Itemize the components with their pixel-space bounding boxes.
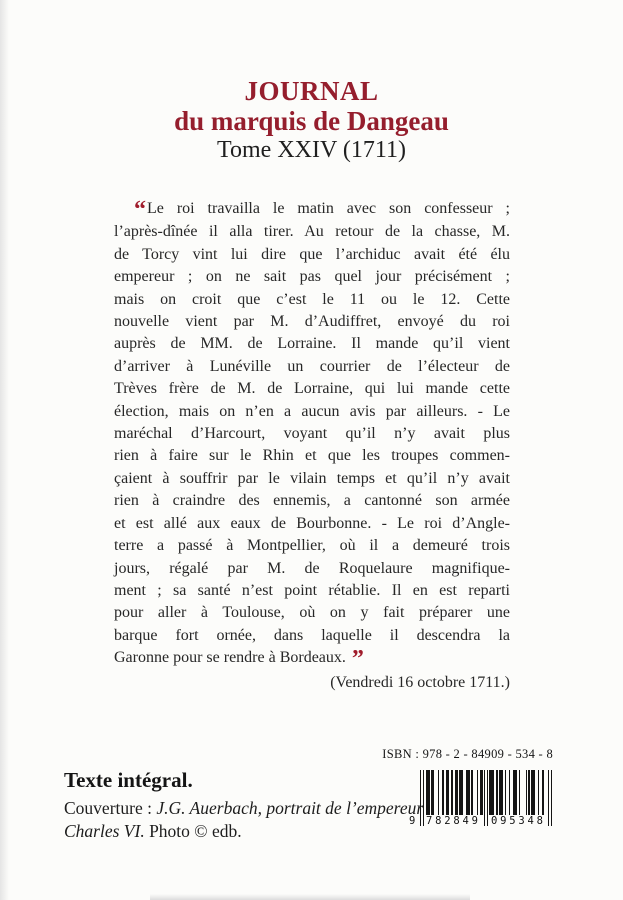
quote-line: élection, mais on n’en a aucun avis par ailleurs. - Le	[114, 402, 510, 420]
isbn-text: ISBN : 978 - 2 - 84909 - 534 - 8	[382, 747, 553, 761]
barcode-bar	[548, 770, 549, 826]
quote-line	[114, 646, 510, 673]
barcode-digit-first: 9	[409, 815, 416, 827]
quote-line: çaient à souffrir par le vilain temps et qu’il n’y avait	[114, 469, 510, 487]
close-quote-mark: ”	[351, 646, 362, 673]
quote-line: empereur ; on ne sait pas quel jour précisément ;	[114, 268, 510, 286]
barcode-digits-left: 782849	[426, 815, 481, 827]
barcode-bar	[509, 770, 510, 815]
barcode-bar	[526, 770, 527, 815]
cover-credit-line2	[64, 821, 242, 842]
texte-integral-label: Texte intégral.	[64, 768, 193, 792]
quote-line: d’arriver à Lunéville un courrier de l’électeur de	[114, 357, 510, 375]
barcode-bar	[528, 770, 529, 815]
credit-italic: Charles VI.	[64, 821, 145, 841]
book-title: JOURNAL	[244, 76, 379, 106]
barcode-bar	[442, 770, 443, 815]
barcode-bar	[455, 770, 458, 815]
date-line: (Vendredi 16 octobre 1711.)	[330, 673, 510, 691]
quote-line: barque fort ornée, dans laquelle il descendra la	[114, 626, 510, 644]
barcode-bar	[477, 770, 478, 815]
quote-line: nouvelle vient par M. d’Audiffret, envoyé du roi	[114, 313, 510, 331]
barcode-bar	[489, 770, 493, 815]
quote-line: l’après-dînée il alla tirer. Au retour de la chasse, M.	[114, 223, 510, 241]
barcode-bar	[487, 770, 488, 826]
barcode-bar	[538, 770, 539, 815]
quote-line: terre a passé à Montpellier, où il a demeuré trois	[114, 537, 510, 555]
tome-line: Tome XXIV (1711)	[217, 137, 406, 163]
quote-line-text: Le roi travailla le matin avec son confesseur ;	[147, 200, 510, 217]
barcode-bar	[519, 770, 520, 815]
barcode-bar	[551, 770, 552, 826]
quote-line: rien à faire sur le Rhin et que les troupes commen-	[114, 447, 510, 465]
open-quote-mark: “	[134, 197, 144, 223]
quote-line: maréchal d’Harcourt, voyant qu’il n’y avait plus	[114, 425, 510, 443]
barcode-bar	[471, 770, 472, 815]
barcode-bar	[496, 770, 497, 815]
barcode	[409, 770, 552, 832]
barcode-bar	[480, 770, 483, 815]
quote-line: auprès de MM. de Lorraine. Il mande qu’il vient	[114, 335, 510, 353]
title-block	[0, 76, 623, 164]
barcode-bar	[438, 770, 439, 815]
barcode-bar	[426, 770, 430, 815]
quote-line: et est allé aux eaux de Bourbonne. - Le roi d’Angle-	[114, 514, 510, 532]
credit-prefix: Couverture :	[64, 798, 157, 818]
credit-suffix: Photo © edb.	[144, 821, 242, 841]
barcode-bar	[542, 770, 543, 815]
barcode-bar	[459, 770, 463, 815]
barcode-bar	[499, 770, 503, 815]
barcode-bar	[484, 770, 485, 826]
quote-line: ment ; sa santé n’est point rétablie. Il en est reparti	[114, 581, 510, 599]
quote-line: pour aller à Toulouse, où on y fait préparer une	[114, 604, 510, 622]
barcode-bar	[466, 770, 470, 815]
quote-line: de Torcy vint lui dire que l’archiduc avait été élu	[114, 245, 510, 263]
scan-edge-shadow-bottom	[150, 894, 470, 900]
barcode-bar	[505, 770, 506, 815]
cover-credit-line1	[64, 798, 423, 819]
barcode-bar	[446, 770, 449, 815]
barcode-bar	[451, 770, 454, 815]
credit-italic: J.G. Auerbach, portrait de l’empereur	[156, 798, 424, 818]
barcode-digits-right: 095348	[491, 815, 546, 827]
quote-line: mais on croit que c’est le 11 ou le 12. Cette	[114, 290, 510, 308]
quote-line	[114, 198, 510, 221]
quote-line-text: Garonne pour se rendre à Bordeaux.	[114, 649, 346, 667]
barcode-bar	[513, 770, 517, 815]
book-subtitle: du marquis de Dangeau	[174, 106, 449, 136]
quote-paragraph	[114, 198, 510, 694]
barcode-bar	[531, 770, 535, 815]
quote-line: jours, régalé par M. de Roquelaure magnifique-	[114, 559, 510, 577]
quote-line: rien à craindre des ennemis, a cantonné son armée	[114, 492, 510, 510]
quote-line: Trèves frère de M. de Lorraine, qui lui mande cette	[114, 380, 510, 398]
barcode-bar	[431, 770, 434, 815]
